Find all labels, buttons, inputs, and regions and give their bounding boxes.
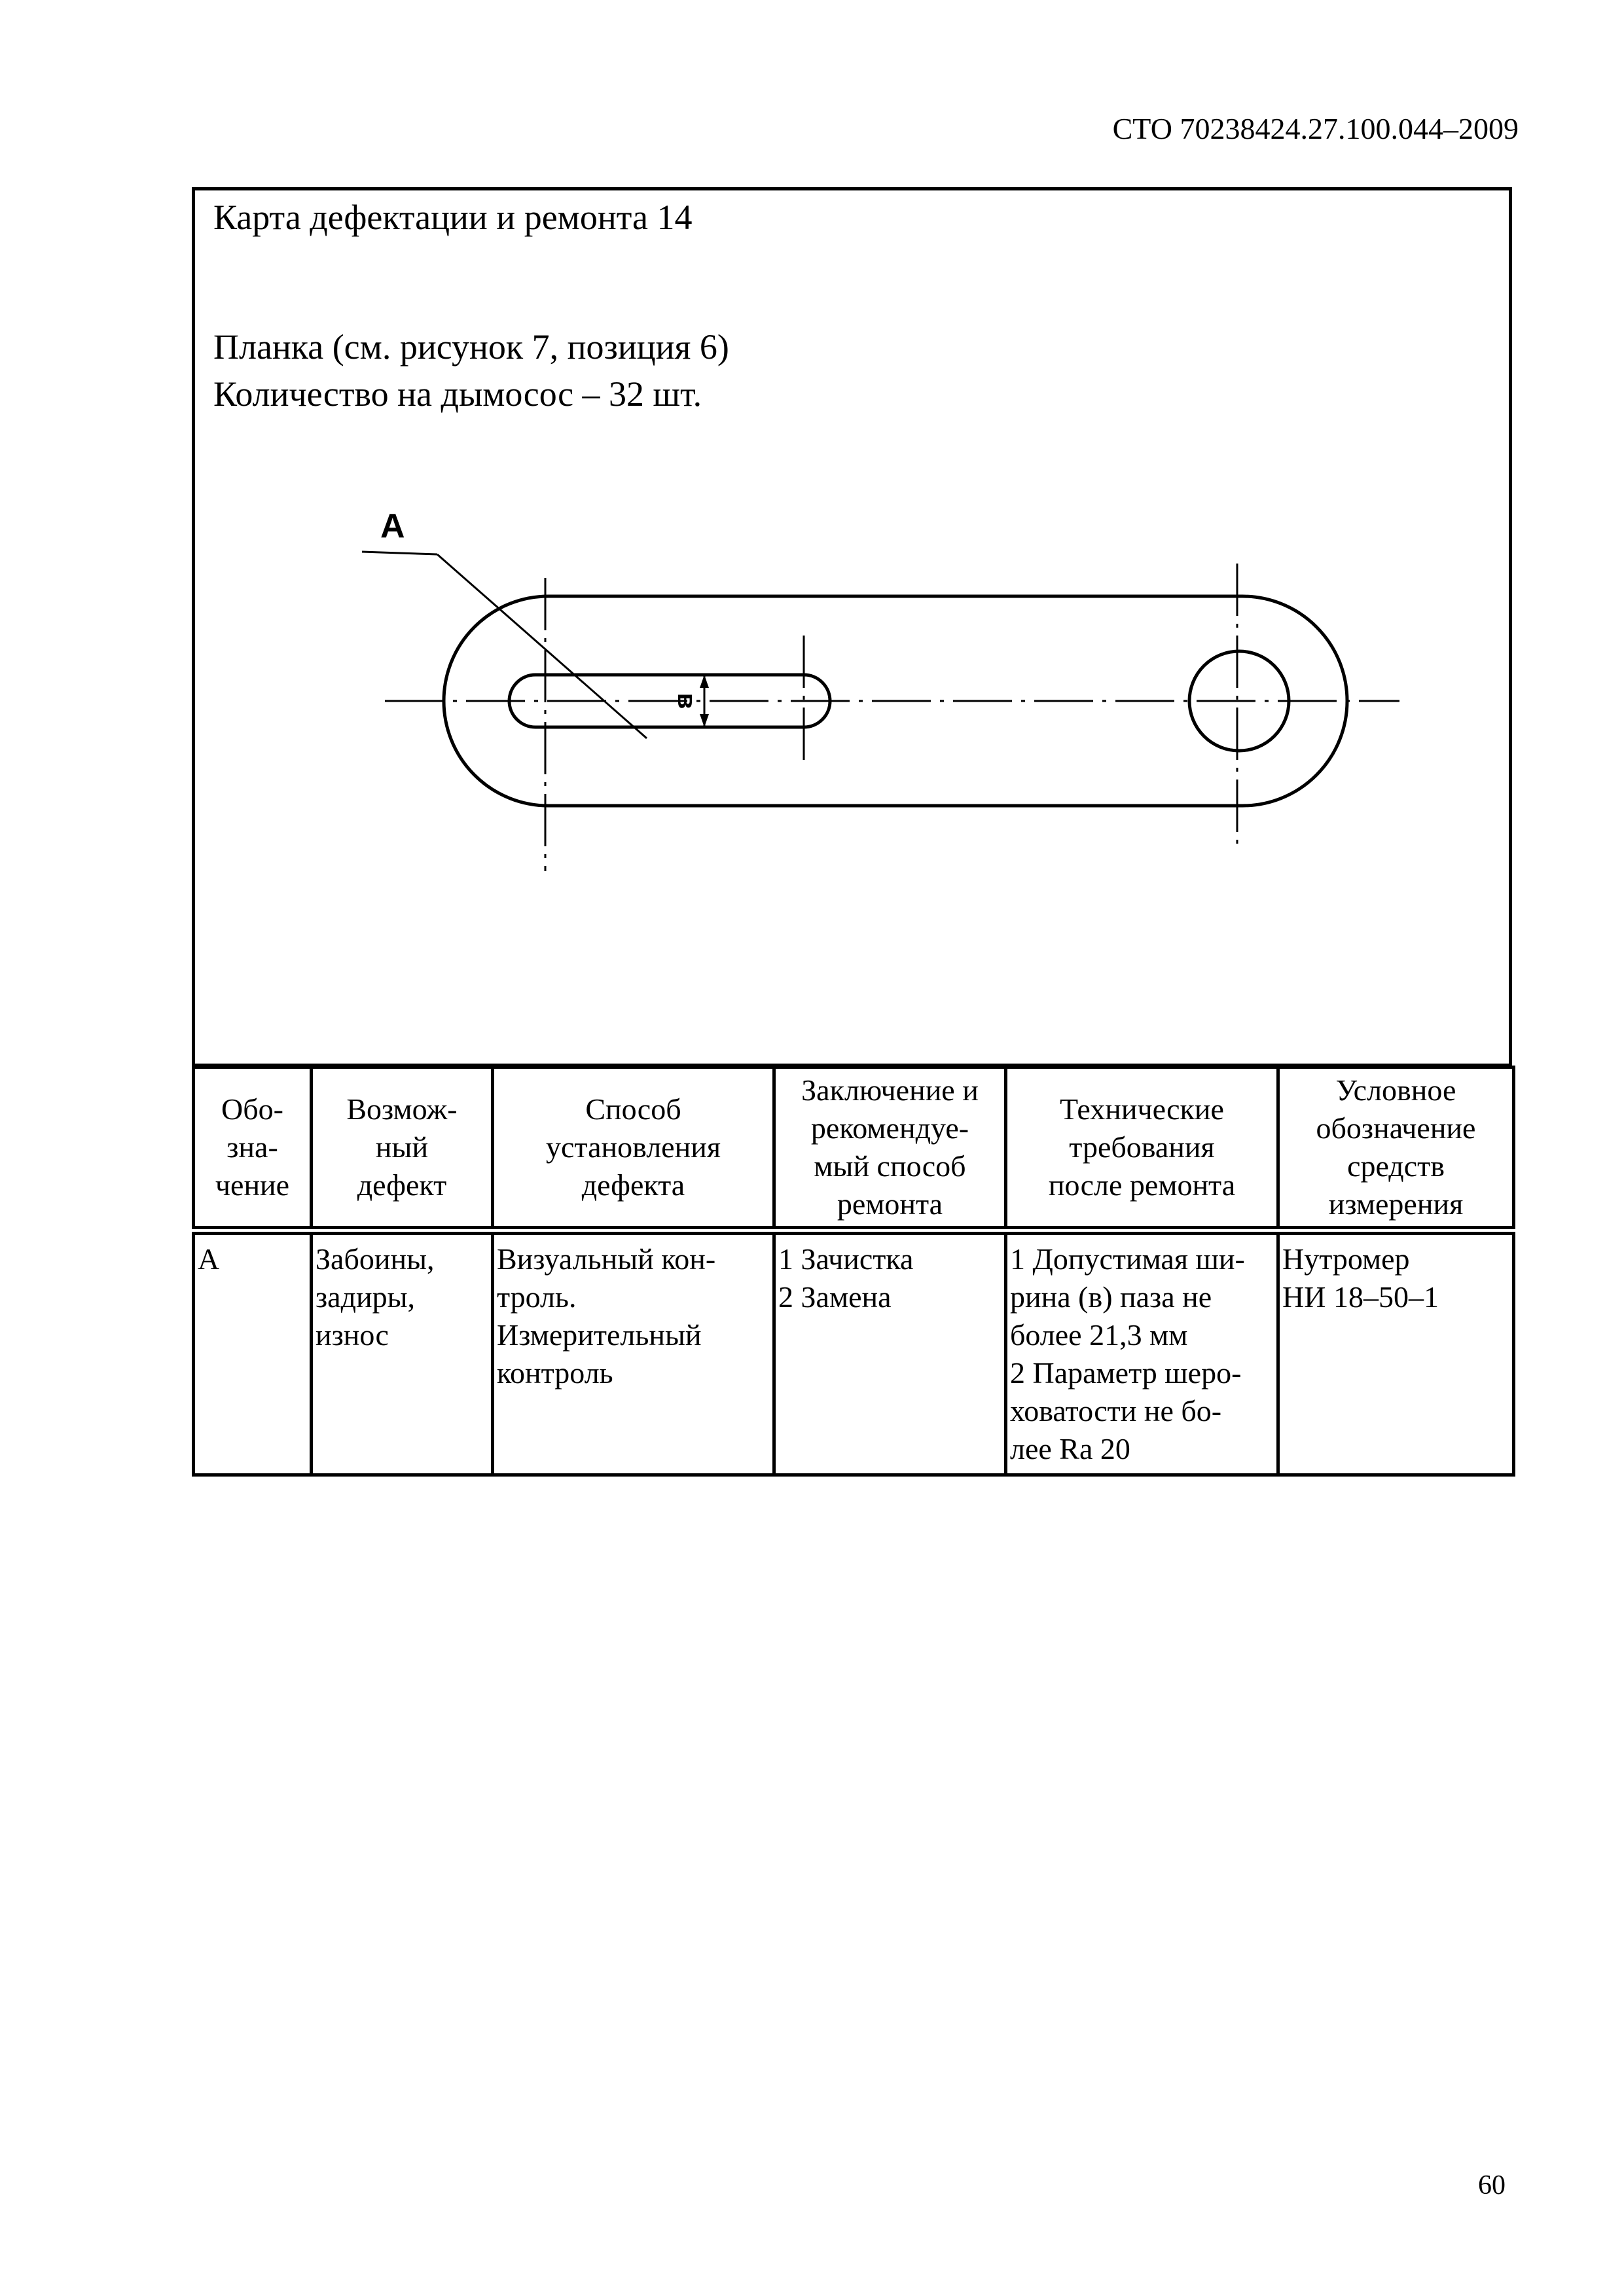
header-designation: Обо- зна- чение xyxy=(194,1067,312,1231)
header-possible-defect: Возмож- ный дефект xyxy=(312,1067,493,1231)
part-name: Планка (см. рисунок 7, позиция 6) xyxy=(213,327,729,367)
part-drawing xyxy=(195,190,1509,1064)
defect-table xyxy=(192,1066,1515,1477)
cell-measuring-tools: Нутромер НИ 18–50–1 xyxy=(1278,1230,1514,1475)
cell-possible-defect: Забоины, задиры, износ xyxy=(312,1230,493,1475)
defect-card xyxy=(192,187,1512,1067)
callout-leader-arrow xyxy=(437,554,647,738)
part-quantity: Количество на дымосос – 32 шт. xyxy=(213,374,702,414)
callout-label-a: А xyxy=(380,507,405,545)
callout-leader xyxy=(362,552,437,554)
cell-designation: А xyxy=(194,1230,312,1475)
dimension-arrow-bottom xyxy=(700,714,709,727)
header-repair-method: Заключение и рекомендуе- мый способ ремонта xyxy=(774,1067,1006,1231)
table-header-row xyxy=(194,1067,1514,1231)
cell-repair-method: 1 Зачистка 2 Замена xyxy=(774,1230,1006,1475)
cell-detection-method: Визуальный кон- троль. Измерительный контроль xyxy=(493,1230,774,1475)
card-title: Карта дефектации и ремонта 14 xyxy=(213,198,693,237)
dimension-label-b: в xyxy=(672,692,701,709)
cell-technical-requirements: 1 Допустимая ши- рина (в) паза не более 21,3 мм 2 Параметр шеро- ховатости не бо- лее Ra 20 xyxy=(1006,1230,1278,1475)
document-code: СТО 70238424.27.100.044–2009 xyxy=(1112,112,1519,145)
header-measuring-tools: Условное обозначение средств измерения xyxy=(1278,1067,1514,1231)
dimension-arrow-top xyxy=(700,675,709,688)
header-detection-method: Способ установления дефекта xyxy=(493,1067,774,1231)
page-number: 60 xyxy=(1478,2170,1506,2200)
header-technical-requirements: Технические требования после ремонта xyxy=(1006,1067,1278,1231)
table-row xyxy=(194,1230,1514,1475)
